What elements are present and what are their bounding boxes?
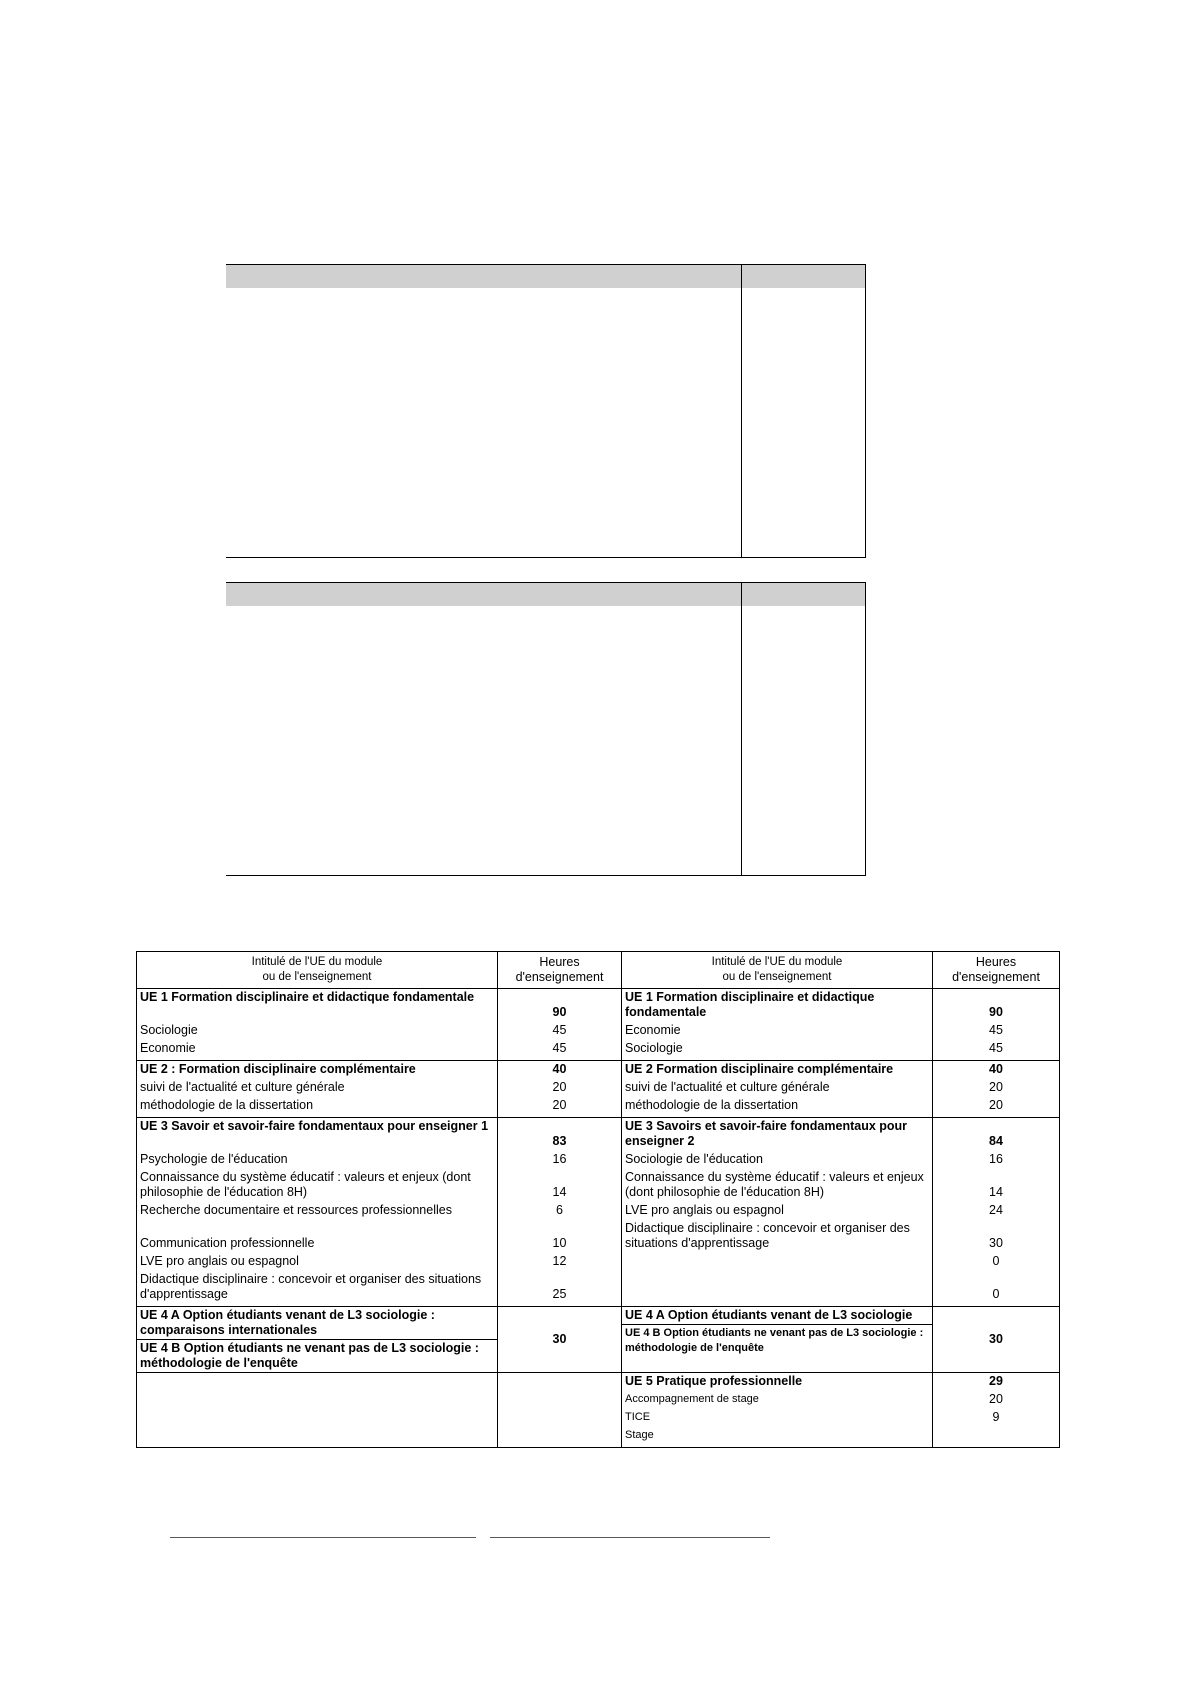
header-right-label: Intitulé de l'UE du module ou de l'enseignement (622, 952, 933, 989)
ue5-right-item-hours (936, 1428, 1056, 1446)
ue2-left-item-hours: 20 (552, 1098, 567, 1112)
footnote-rule-left (170, 1537, 476, 1538)
ue4-left-labels (137, 1307, 498, 1373)
ue1-right-title: UE 1 Formation disciplinaire et didactique fondamentale (625, 990, 875, 1019)
ue5-right-hours (933, 1373, 1060, 1448)
table-row-ue4 (137, 1307, 1060, 1373)
ue3-left-title: UE 3 Savoir et savoir-faire fondamentaux pour enseigner 1 (140, 1119, 489, 1133)
ue5-right-item: TICE (625, 1411, 651, 1423)
empty-table-divider (741, 583, 742, 875)
ue2-left-total: 40 (552, 1062, 567, 1076)
ue5-right-title: UE 5 Pratique professionnelle (625, 1374, 803, 1388)
ue3-right-labels (622, 1118, 933, 1307)
ue2-left-title: UE 2 : Formation disciplinaire complémentaire (140, 1062, 416, 1076)
empty-table-box-2 (226, 582, 866, 876)
ue3-right-item: Connaissance du système éducatif : valeurs et enjeux (dont philosophie de l'éducation 8H) (625, 1170, 924, 1199)
empty-table-header-right (742, 583, 865, 606)
header-left-hours: Heures d'enseignement (498, 952, 622, 989)
ue4a-right-title: UE 4 A Option étudiants venant de L3 sociologie (625, 1308, 913, 1322)
table-row-ue3 (137, 1118, 1060, 1307)
ue3-right-item (625, 1272, 929, 1305)
ue1-right-item: Sociologie (625, 1041, 683, 1055)
ue3-left-item: Connaissance du système éducatif : valeurs et enjeux (dont philosophie de l'éducation 8H) (140, 1170, 471, 1199)
ue1-left-item: Economie (140, 1041, 196, 1055)
ue3-left-item-hours: 12 (552, 1254, 567, 1268)
ue3-left-item-hours: 25 (552, 1287, 567, 1301)
ue3-right-total: 84 (989, 1134, 1003, 1148)
ue3-right-title: UE 3 Savoirs et savoir-faire fondamentaux pour enseigner 2 (625, 1119, 908, 1148)
ue3-right-item (625, 1254, 929, 1272)
ue1-right-total: 90 (989, 1005, 1003, 1019)
empty-table-header-left (226, 265, 741, 288)
ue5-right-item-hours: 9 (992, 1410, 1000, 1424)
table-row-ue1 (137, 989, 1060, 1061)
ue5-right-labels (622, 1373, 933, 1448)
ue5-right-item-hours: 20 (989, 1392, 1003, 1406)
ue3-left-labels (137, 1118, 498, 1307)
ue2-right-item: méthodologie de la dissertation (625, 1098, 799, 1112)
ue2-right-item: suivi de l'actualité et culture générale (625, 1080, 830, 1094)
table-row-ue5 (137, 1373, 1060, 1448)
ue2-left-hours (498, 1061, 622, 1118)
ue3-left-item: LVE pro anglais ou espagnol (140, 1254, 299, 1268)
ue4-left-hours: 30 (498, 1307, 622, 1373)
ue1-right-hours (933, 989, 1060, 1061)
ue3-left-item-hours: 14 (552, 1185, 567, 1199)
ue3-right-hours (933, 1118, 1060, 1307)
empty-table-box-1 (226, 264, 866, 558)
ue1-right-item-hours: 45 (989, 1023, 1003, 1037)
ue2-right-title: UE 2 Formation disciplinaire complémentaire (625, 1062, 894, 1076)
ue2-left-labels (137, 1061, 498, 1118)
ue1-right-item: Economie (625, 1023, 681, 1037)
ue3-left-item-hours: 10 (552, 1236, 567, 1250)
ue3-left-total: 83 (552, 1134, 567, 1148)
ue5-left-empty (137, 1373, 498, 1448)
ue1-left-item-hours: 45 (552, 1023, 567, 1037)
ue3-left-item-hours: 16 (552, 1152, 567, 1166)
ue2-right-item-hours: 20 (989, 1080, 1003, 1094)
ue2-right-hours (933, 1061, 1060, 1118)
ue1-left-labels (137, 989, 498, 1061)
ue3-right-item: Didactique disciplinaire : concevoir et organiser des situations d'apprentissage (625, 1221, 910, 1250)
ue3-right-item-hours: 14 (989, 1185, 1003, 1199)
ue2-right-labels (622, 1061, 933, 1118)
ue3-left-item: Psychologie de l'éducation (140, 1152, 288, 1166)
empty-table-header-right (742, 265, 865, 288)
ue3-left-item: Communication professionnelle (140, 1236, 315, 1250)
ue2-left-item: suivi de l'actualité et culture générale (140, 1080, 345, 1094)
ue1-right-item-hours: 45 (989, 1041, 1003, 1055)
ue5-right-item: Accompagnement de stage (625, 1393, 759, 1405)
curriculum-table (136, 951, 1060, 1448)
ue4-right-labels (622, 1307, 933, 1373)
empty-table-divider (741, 265, 742, 557)
ue3-right-item-hours: 0 (992, 1254, 1000, 1268)
table-header-row (137, 952, 1060, 989)
ue1-left-title: UE 1 Formation disciplinaire et didactique fondamentale (140, 990, 475, 1004)
ue3-left-item-hours: 6 (556, 1203, 563, 1217)
ue1-right-labels (622, 989, 933, 1061)
ue4a-left-title: UE 4 A Option étudiants venant de L3 sociologie : comparaisons internationales (140, 1308, 435, 1337)
ue2-left-item: méthodologie de la dissertation (140, 1098, 314, 1112)
ue4b-left-title: UE 4 B Option étudiants ne venant pas de L3 sociologie : méthodologie de l'enquête (137, 1339, 497, 1372)
ue3-left-item: Recherche documentaire et ressources professionnelles (140, 1203, 452, 1217)
ue3-right-item: Sociologie de l'éducation (625, 1152, 763, 1166)
ue5-right-item: Stage (625, 1429, 654, 1441)
ue3-right-item-hours: 24 (989, 1203, 1003, 1217)
table-row-ue2 (137, 1061, 1060, 1118)
ue3-right-item-hours: 30 (989, 1236, 1003, 1250)
ue1-left-item: Sociologie (140, 1023, 198, 1037)
ue4b-right-title: UE 4 B Option étudiants ne venant pas de L3 sociologie : méthodologie de l'enquête (622, 1324, 932, 1357)
footnote-rule-right (490, 1537, 770, 1538)
header-left-label: Intitulé de l'UE du module ou de l'enseignement (137, 952, 498, 989)
ue5-left-hours-empty (498, 1373, 622, 1448)
ue5-right-total: 29 (989, 1374, 1003, 1388)
ue3-left-hours (498, 1118, 622, 1307)
ue2-right-item-hours: 20 (989, 1098, 1003, 1112)
ue3-left-item: Didactique disciplinaire : concevoir et organiser des situations d'apprentissage (140, 1272, 482, 1301)
ue3-right-item-hours: 16 (989, 1152, 1003, 1166)
ue1-left-hours (498, 989, 622, 1061)
ue2-right-total: 40 (989, 1062, 1003, 1076)
ue2-left-item-hours: 20 (552, 1080, 567, 1094)
ue4-right-hours: 30 (933, 1307, 1060, 1373)
empty-table-header-left (226, 583, 741, 606)
header-right-hours: Heures d'enseignement (933, 952, 1060, 989)
ue3-right-item: LVE pro anglais ou espagnol (625, 1203, 784, 1217)
ue1-left-item-hours: 45 (552, 1041, 567, 1055)
ue1-left-total: 90 (552, 1005, 567, 1019)
ue3-right-item-hours: 0 (992, 1287, 1000, 1301)
